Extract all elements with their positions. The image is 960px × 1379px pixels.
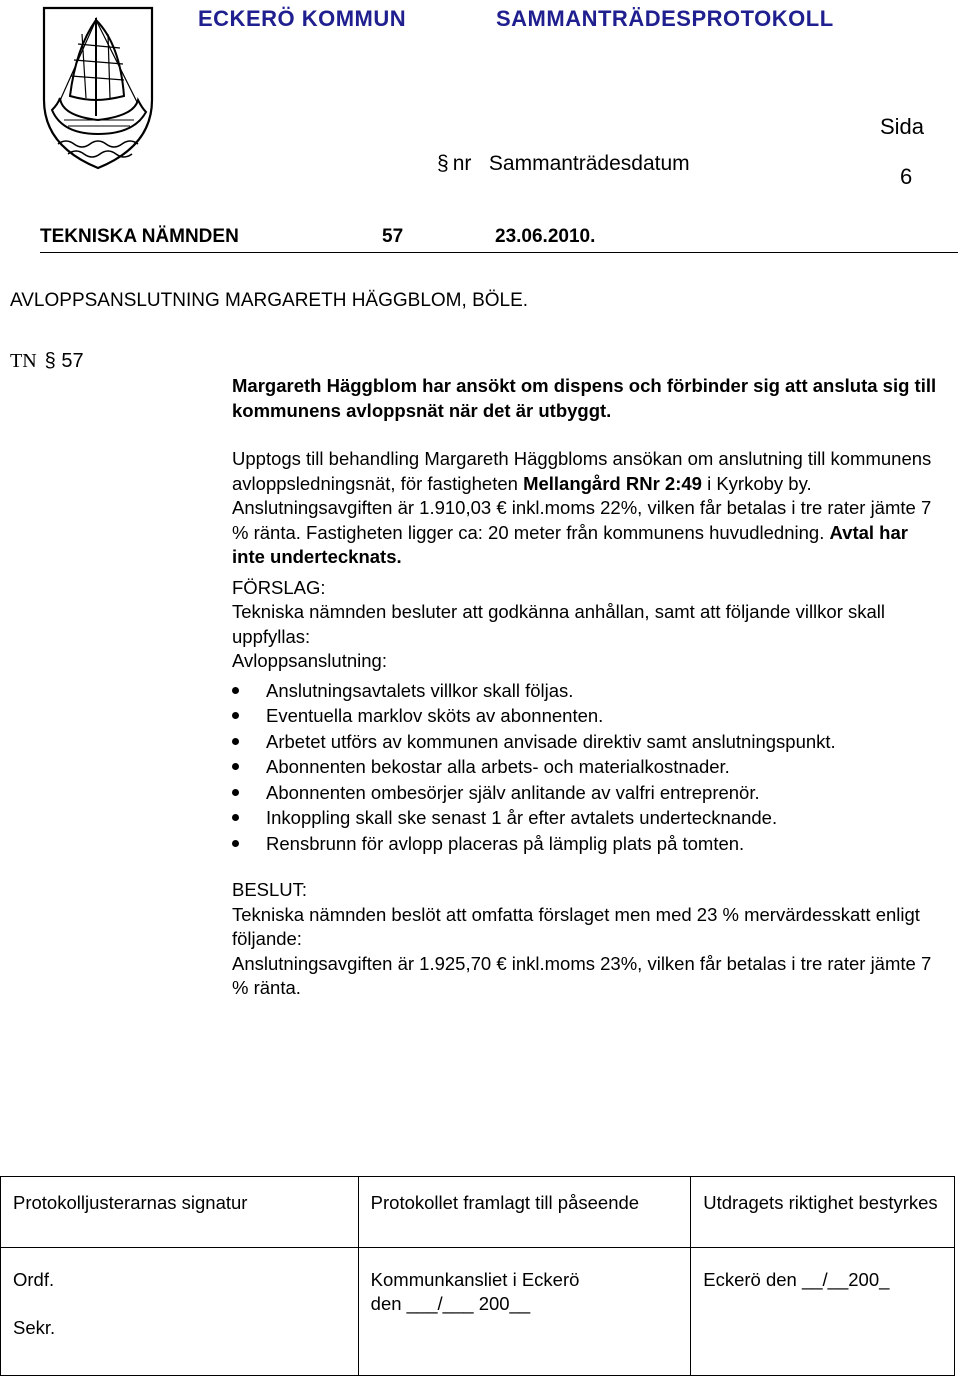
chair-signature-label: Ordf. (13, 1269, 55, 1291)
proposal-text: Tekniska nämnden besluter att godkänna anhållan, samt att följande villkor skall uppfyllas: (232, 601, 886, 647)
case-title: AVLOPPSANSLUTNING MARGARETH HÄGGBLOM, BÖLE. (10, 290, 529, 311)
adjusters-signature-label: Protokolljusterarnas signatur (13, 1192, 248, 1213)
list-item: Abonnenten ombesörjer själv anlitande av valfri entreprenör. (232, 780, 942, 806)
committee-name: TEKNISKA NÄMNDEN (40, 226, 239, 247)
document-type-title: SAMMANTRÄDESPROTOKOLL (496, 6, 834, 31)
date-label: Sammanträdesdatum (488, 152, 690, 175)
meeting-number: 57 (382, 226, 404, 247)
certification-date: Eckerö den __/__200_ (703, 1269, 890, 1291)
list-item: Rensbrunn för avlopp placeras på lämplig plats på tomten. (232, 831, 942, 857)
list-item: Eventuella marklov sköts av abonnenten. (232, 703, 942, 729)
certification-cell (691, 1248, 955, 1376)
posting-cell (358, 1248, 691, 1376)
signature-cell (1, 1248, 359, 1376)
section-sign-icon: § (44, 350, 56, 372)
case-intro: Margareth Häggblom har ansökt om dispens och förbinder sig att ansluta sig till kommunens avloppsnät när det är utbyggt. (232, 375, 937, 421)
organization-name: ECKERÖ KOMMUN (198, 6, 407, 31)
secretary-signature-label: Sekr. (13, 1317, 56, 1339)
list-item: Anslutningsavtalets villkor skall följas. (232, 678, 942, 704)
conditions-list (232, 678, 942, 857)
background-text-start: Upptogs till behandling Margareth Häggbloms ansökan om anslutning till kommunens avloppsledningsnät, för fastigheten (232, 448, 932, 494)
posting-header-cell (358, 1177, 691, 1248)
list-item: Inkoppling skall ske senast 1 år efter avtalets undertecknande. (232, 805, 942, 831)
certification-header-cell (691, 1177, 955, 1248)
decision-fee: Anslutningsavgiften är 1.925,70 € inkl.moms 23%, vilken får betalas i tre rater jämte 7 % ränta. (232, 952, 932, 998)
proposal-heading: FÖRSLAG: (232, 576, 326, 598)
certification-label: Utdragets riktighet bestyrkes (703, 1192, 938, 1213)
conditions-heading: Avloppsanslutning: (232, 650, 387, 671)
decision-text: Tekniska nämnden beslöt att omfatta förslaget men med 23 % mervärdesskatt enligt följande: (232, 903, 920, 949)
case-tn-label: TN (10, 350, 37, 372)
case-section-number: 57 (61, 350, 84, 372)
page-label: Sida (880, 114, 925, 139)
section-sign-icon: § (437, 152, 449, 175)
case-body (232, 374, 942, 1001)
property-name: Mellangård RNr 2:49 (523, 472, 702, 494)
agreement-note: Avtal har inte undertecknats. (232, 521, 908, 567)
list-item: Abonnenten bekostar alla arbets- och materialkostnader. (232, 754, 942, 780)
signature-table (0, 1176, 955, 1376)
signature-header-cell (1, 1177, 359, 1248)
municipal-crest-logo (38, 4, 158, 172)
case-reference (10, 350, 84, 373)
nr-label: nr (452, 152, 472, 175)
page-number: 6 (900, 164, 913, 189)
office-date: den ___/___ 200__ (370, 1293, 531, 1315)
list-item: Arbetet utförs av kommunen anvisade direktiv samt anslutningspunkt. (232, 729, 942, 755)
decision-heading: BESLUT: (232, 879, 308, 900)
background-text-end: i Kyrkoby by. Anslutningsavgiften är 1.910,03 € inkl.moms 22%, vilken får betalas i tre rater jämte 7 % ränta. Fastigheten ligger ca: 20 meter från kommunens huvudledning. (232, 472, 932, 543)
section-date-labels (437, 152, 690, 176)
meeting-date: 23.06.2010. (495, 226, 596, 247)
office-name: Kommunkansliet i Eckerö (370, 1269, 580, 1291)
posting-label: Protokollet framlagt till påseende (370, 1192, 640, 1213)
case-background (232, 447, 942, 570)
header-divider (40, 252, 958, 253)
